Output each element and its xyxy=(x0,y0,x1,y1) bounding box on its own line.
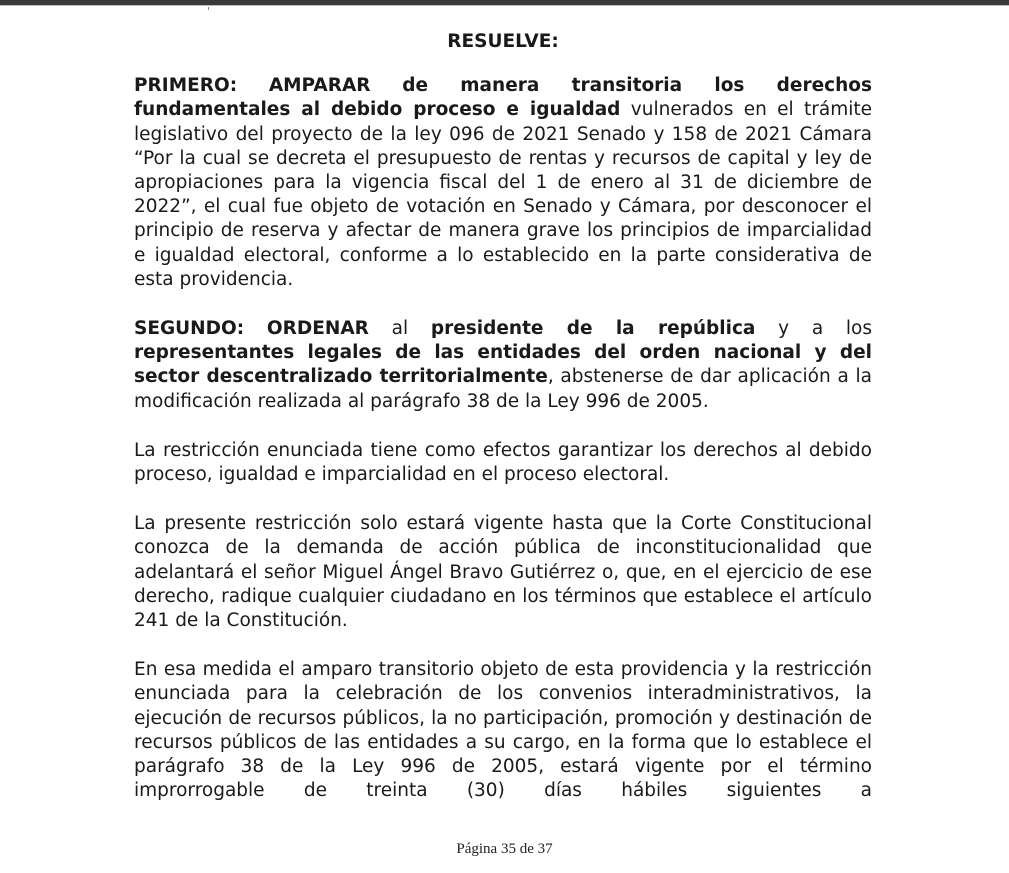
segundo-bold-representatives: representantes legales de las entidades del orden nacional y del sector descentralizado territorialmente xyxy=(134,342,872,388)
section-heading: RESUELVE: xyxy=(447,31,559,52)
primero-bold-phrase: de manera transitoria los derechos fundamentales al debido proceso e igualdad xyxy=(134,75,872,121)
document-page xyxy=(134,30,872,828)
segundo-verb: ORDENAR xyxy=(266,318,369,340)
paragraph-vigente: La presente restricción solo estará vigente hasta que la Corte Constitucional conozca de la demanda de acción pública de inconstitucionalidad que adelantará el señor Miguel Ángel Bravo Gutiérrez o, que, en el ejercicio de ese derecho, radique cualquier ciudadano en los términos que establece el artículo 241 de la Constitución. xyxy=(134,513,872,632)
segundo-bold-president: presidente de la república xyxy=(430,318,756,340)
segundo-text: , abstenerse de dar aplicación a la modificación realizada al parágrafo 38 de la Ley 996 de 2005. xyxy=(134,366,872,412)
scan-mark xyxy=(208,7,209,10)
page-number: Página 35 de 37 xyxy=(456,841,553,857)
segundo-y-a-los: y a los xyxy=(778,318,872,340)
paragraph-primero xyxy=(134,74,872,292)
primero-label: PRIMERO: xyxy=(134,75,238,97)
paragraph-segundo xyxy=(134,317,872,414)
paragraph-restriccion: La restricción enunciada tiene como efectos garantizar los derechos al debido proceso, igualdad e imparcialidad en el proceso electoral. xyxy=(134,439,872,486)
primero-text: vulnerados en el trámite legislativo del proyecto de la ley 096 de 2021 Senado y 158 de 2021 Cámara “Por la cual se decreta el presupuesto de rentas y recursos de capital y ley de apropiaciones para la vigencia fiscal del 1 de enero al 31 de diciembre de 2022”, el cual fue objeto de votación en Senado y Cámara, por desconocer el principio de reserva y afectar de manera grave los principios de imparcialidad e igualdad electoral, conforme a lo establecido en la parte considerativa de esta providencia. xyxy=(134,99,872,290)
viewer-top-bar-edge xyxy=(0,5,1009,6)
segundo-label: SEGUNDO: xyxy=(134,318,245,340)
paragraph-medida: En esa medida el amparo transitorio objeto de esta providencia y la restricción enunciada para la celebración de los convenios interadministrativos, la ejecución de recursos públicos, la no participación, promoción y destinación de recursos públicos de las entidades a su cargo, en la forma que lo establece el parágrafo 38 de la Ley 996 de 2005, estará vigente por el término improrrogable de treinta (30) días hábiles siguientes a xyxy=(134,659,872,802)
segundo-al: al xyxy=(391,318,409,340)
primero-verb: AMPARAR xyxy=(268,75,371,97)
